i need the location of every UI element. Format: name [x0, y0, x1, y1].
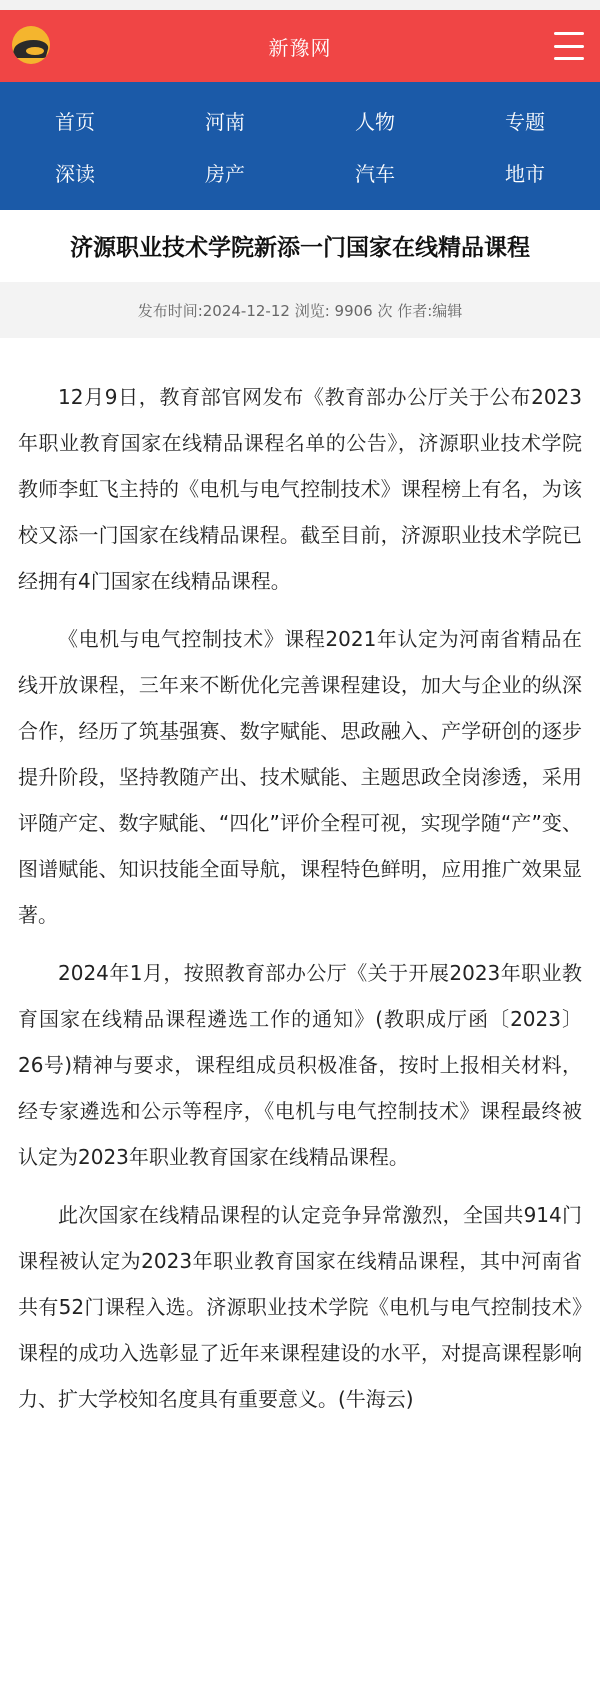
- article-meta: 发布时间:2024-12-12 浏览: 9906 次 作者:编辑: [0, 282, 600, 338]
- nav-item-auto[interactable]: 汽车: [355, 161, 395, 186]
- nav-item-real-estate[interactable]: 房产: [205, 161, 245, 186]
- site-header: [0, 10, 600, 82]
- nav-item-home[interactable]: 首页: [55, 109, 95, 134]
- article-paragraph: 12月9日，教育部官网发布《教育部办公厅关于公布2023年职业教育国家在线精品课程名单的公告》，济源职业技术学院教师李虹飞主持的《电机与电气控制技术》课程榜上有名，为该校又添一门国家在线精品课程。截至目前，济源职业技术学院已经拥有4门国家在线精品课程。: [18, 385, 582, 594]
- article-paragraph: 2024年1月，按照教育部办公厅《关于开展2023年职业教育国家在线精品课程遴选工作的通知》(教职成厅函〔2023〕26号)精神与要求，课程组成员积极准备，按时上报相关材料，经专家遴选和公示等程序，《电机与电气控制技术》课程最终被认定为2023年职业教育国家在线精品课程。: [18, 961, 582, 1170]
- nav-item-cities[interactable]: 地市: [505, 161, 545, 186]
- nav-item-people[interactable]: 人物: [355, 109, 395, 134]
- article-header: [0, 210, 600, 282]
- main-nav: [0, 82, 600, 210]
- site-title: 新豫网: [268, 35, 332, 60]
- nav-item-henan[interactable]: 河南: [205, 109, 245, 134]
- article-paragraph: 此次国家在线精品课程的认定竞争异常激烈，全国共914门课程被认定为2023年职业教育国家在线精品课程，其中河南省共有52门课程入选。济源职业技术学院《电机与电气控制技术》课程的成功入选彰显了近年来课程建设的水平，对提高课程影响力、扩大学校知名度具有重要意义。(牛海云): [18, 1203, 582, 1412]
- article-paragraph: 《电机与电气控制技术》课程2021年认定为河南省精品在线开放课程，三年来不断优化完善课程建设，加大与企业的纵深合作，经历了筑基强赛、数字赋能、思政融入、产学研创的逐步提升阶段，坚持教随产出、技术赋能、主题思政全岗渗透，采用评随产定、数字赋能、“四化”评价全程可视，实现学随“产”变、图谱赋能、知识技能全面导航，课程特色鲜明，应用推广效果显著。: [18, 627, 582, 928]
- nav-item-deep-read[interactable]: 深读: [55, 161, 95, 186]
- article-title: 济源职业技术学院新添一门国家在线精品课程: [70, 235, 530, 261]
- article-body: [0, 338, 600, 1454]
- site-logo-icon[interactable]: [12, 26, 50, 64]
- status-strip: [0, 0, 600, 10]
- nav-item-topics[interactable]: 专题: [505, 109, 545, 134]
- hamburger-menu-icon[interactable]: [554, 32, 584, 60]
